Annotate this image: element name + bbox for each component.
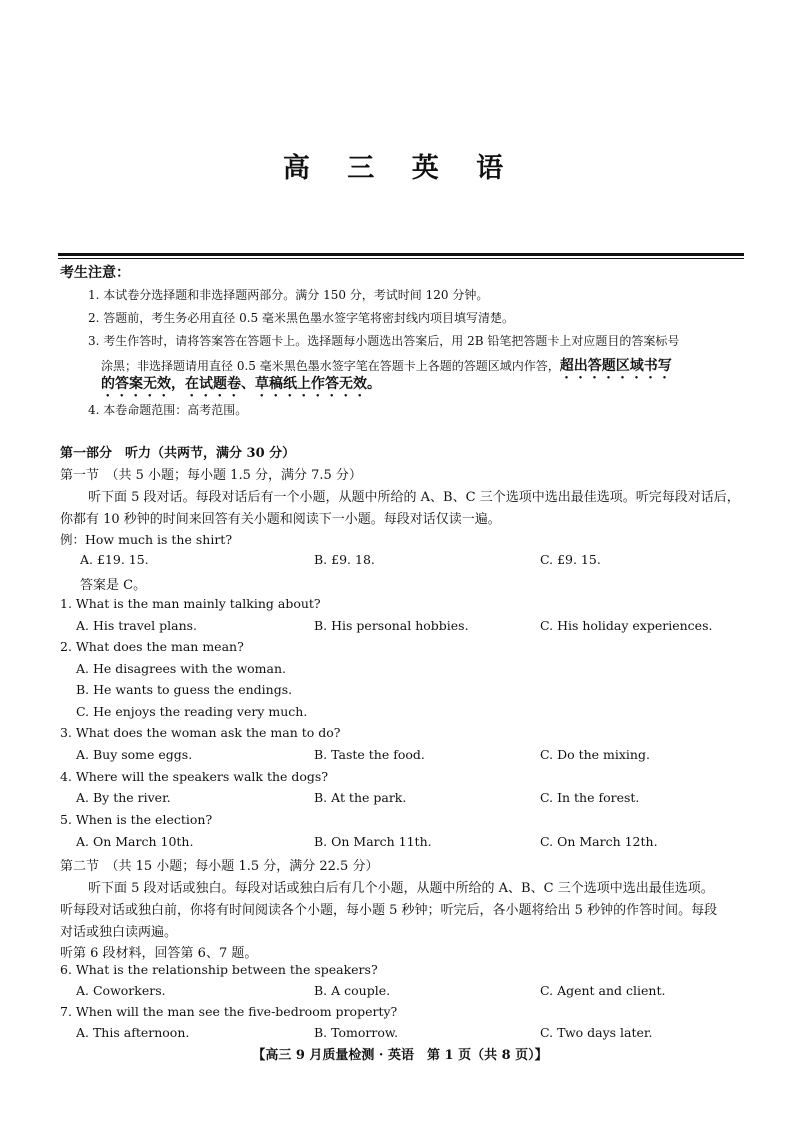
example-question: 例：How much is the shirt? <box>60 532 233 547</box>
question-3: 3. What does the woman ask the man to do? <box>60 725 341 740</box>
question-7: 7. When will the man see the five-bedroom property? <box>60 1004 398 1019</box>
question-2-option-c: C. He enjoys the reading very much. <box>76 704 308 719</box>
question-2: 2. What does the man mean? <box>60 639 244 654</box>
example-option-c: C. £9. 15. <box>540 552 601 567</box>
question-1-option-a: A. His travel plans. <box>76 618 198 633</box>
question-2-option-b: B. He wants to guess the endings. <box>76 682 293 697</box>
question-7-option-c: C. Two days later. <box>540 1025 653 1040</box>
header-divider-thin <box>58 258 744 259</box>
question-4-option-c: C. In the forest. <box>540 790 640 805</box>
example-answer: 答案是 C。 <box>80 578 147 593</box>
question-5-option-a: A. On March 10th. <box>76 834 194 849</box>
notice-item-2: 2. 答题前，考生务必用直径 0.5 毫米黑色墨水签字笔将密封线内项目填写清楚。 <box>88 311 514 325</box>
question-6-option-a: A. Coworkers. <box>76 983 166 998</box>
question-2-option-a: A. He disagrees with the woman. <box>76 661 287 676</box>
section1-instructions-line2: 你都有 10 秒钟的时间来回答有关小题和阅读下一小题。每段对话仅读一遍。 <box>60 512 501 527</box>
question-7-option-a: A. This afternoon. <box>76 1025 190 1040</box>
question-3-option-c: C. Do the mixing. <box>540 747 650 762</box>
question-6-option-c: C. Agent and client. <box>540 983 666 998</box>
notice-item-3-warning: 超出答题区域书写 <box>559 358 672 374</box>
section2-instructions-line2: 听每段对话或独白前，你将有时间阅读各个小题，每小题 5 秒钟；听完后，各小题将给出 5 秒钟的作答时间。每段 <box>60 903 718 918</box>
question-3-option-b: B. Taste the food. <box>314 747 425 762</box>
example-option-a: A. £19. 15. <box>80 552 149 567</box>
question-1: 1. What is the man mainly talking about? <box>60 596 321 611</box>
section1-instructions-line1: 听下面 5 段对话。每段对话后有一个小题，从题中所给的 A、B、C 三个选项中选出最佳选项。听完每段对话后， <box>88 490 740 505</box>
question-3-option-a: A. Buy some eggs. <box>76 747 193 762</box>
question-7-option-b: B. Tomorrow. <box>314 1025 399 1040</box>
section2-heading: 第二节 （共 15 小题；每小题 1.5 分，满分 22.5 分） <box>60 859 379 874</box>
material-6-7-heading: 听第 6 段材料，回答第 6、7 题。 <box>60 946 258 961</box>
question-6: 6. What is the relationship between the speakers? <box>60 962 378 977</box>
notice-item-4: 4. 本卷命题范围：高考范围。 <box>88 403 248 417</box>
notice-heading: 考生注意： <box>60 265 130 281</box>
question-5-option-b: B. On March 11th. <box>314 834 432 849</box>
page-footer: 【高三 9 月质量检测 · 英语 第 1 页（共 8 页）】 <box>252 1048 548 1063</box>
question-4-option-b: B. At the park. <box>314 790 407 805</box>
section1-heading: 第一节 （共 5 小题；每小题 1.5 分，满分 7.5 分） <box>60 468 362 483</box>
question-5-option-c: C. On March 12th. <box>540 834 658 849</box>
question-4: 4. Where will the speakers walk the dogs? <box>60 769 329 784</box>
page-title: 高 三 英 语 <box>282 153 518 184</box>
part1-heading: 第一部分 听力（共两节，满分 30 分） <box>60 446 296 461</box>
header-divider-thick <box>58 253 744 256</box>
section2-instructions-line3: 对话或独白读两遍。 <box>60 925 178 940</box>
notice-item-3-line1: 3. 考生作答时，请将答案答在答题卡上。选择题每小题选出答案后，用 2B 铅笔把答题卡上对应题目的答案标号 <box>88 334 680 348</box>
notice-item-1: 1. 本试卷分选择题和非选择题两部分。满分 150 分，考试时间 120 分钟。 <box>88 288 489 302</box>
question-4-option-a: A. By the river. <box>76 790 171 805</box>
section2-instructions-line1: 听下面 5 段对话或独白。每段对话或独白后有几个小题，从题中所给的 A、B、C 三个选项中选出最佳选项。 <box>88 881 714 896</box>
example-option-b: B. £9. 18. <box>314 552 375 567</box>
question-1-option-c: C. His holiday experiences. <box>540 618 713 633</box>
question-6-option-b: B. A couple. <box>314 983 391 998</box>
notice-item-3-line3: 的答案无效，在试题卷、草稿纸上作答无效。 <box>101 376 381 392</box>
question-5: 5. When is the election? <box>60 812 213 827</box>
question-1-option-b: B. His personal hobbies. <box>314 618 469 633</box>
notice-item-3-line2-text: 涂黑；非选择题请用直径 0.5 毫米黑色墨水签字笔在答题卡上各题的答题区域内作答， <box>101 359 560 373</box>
